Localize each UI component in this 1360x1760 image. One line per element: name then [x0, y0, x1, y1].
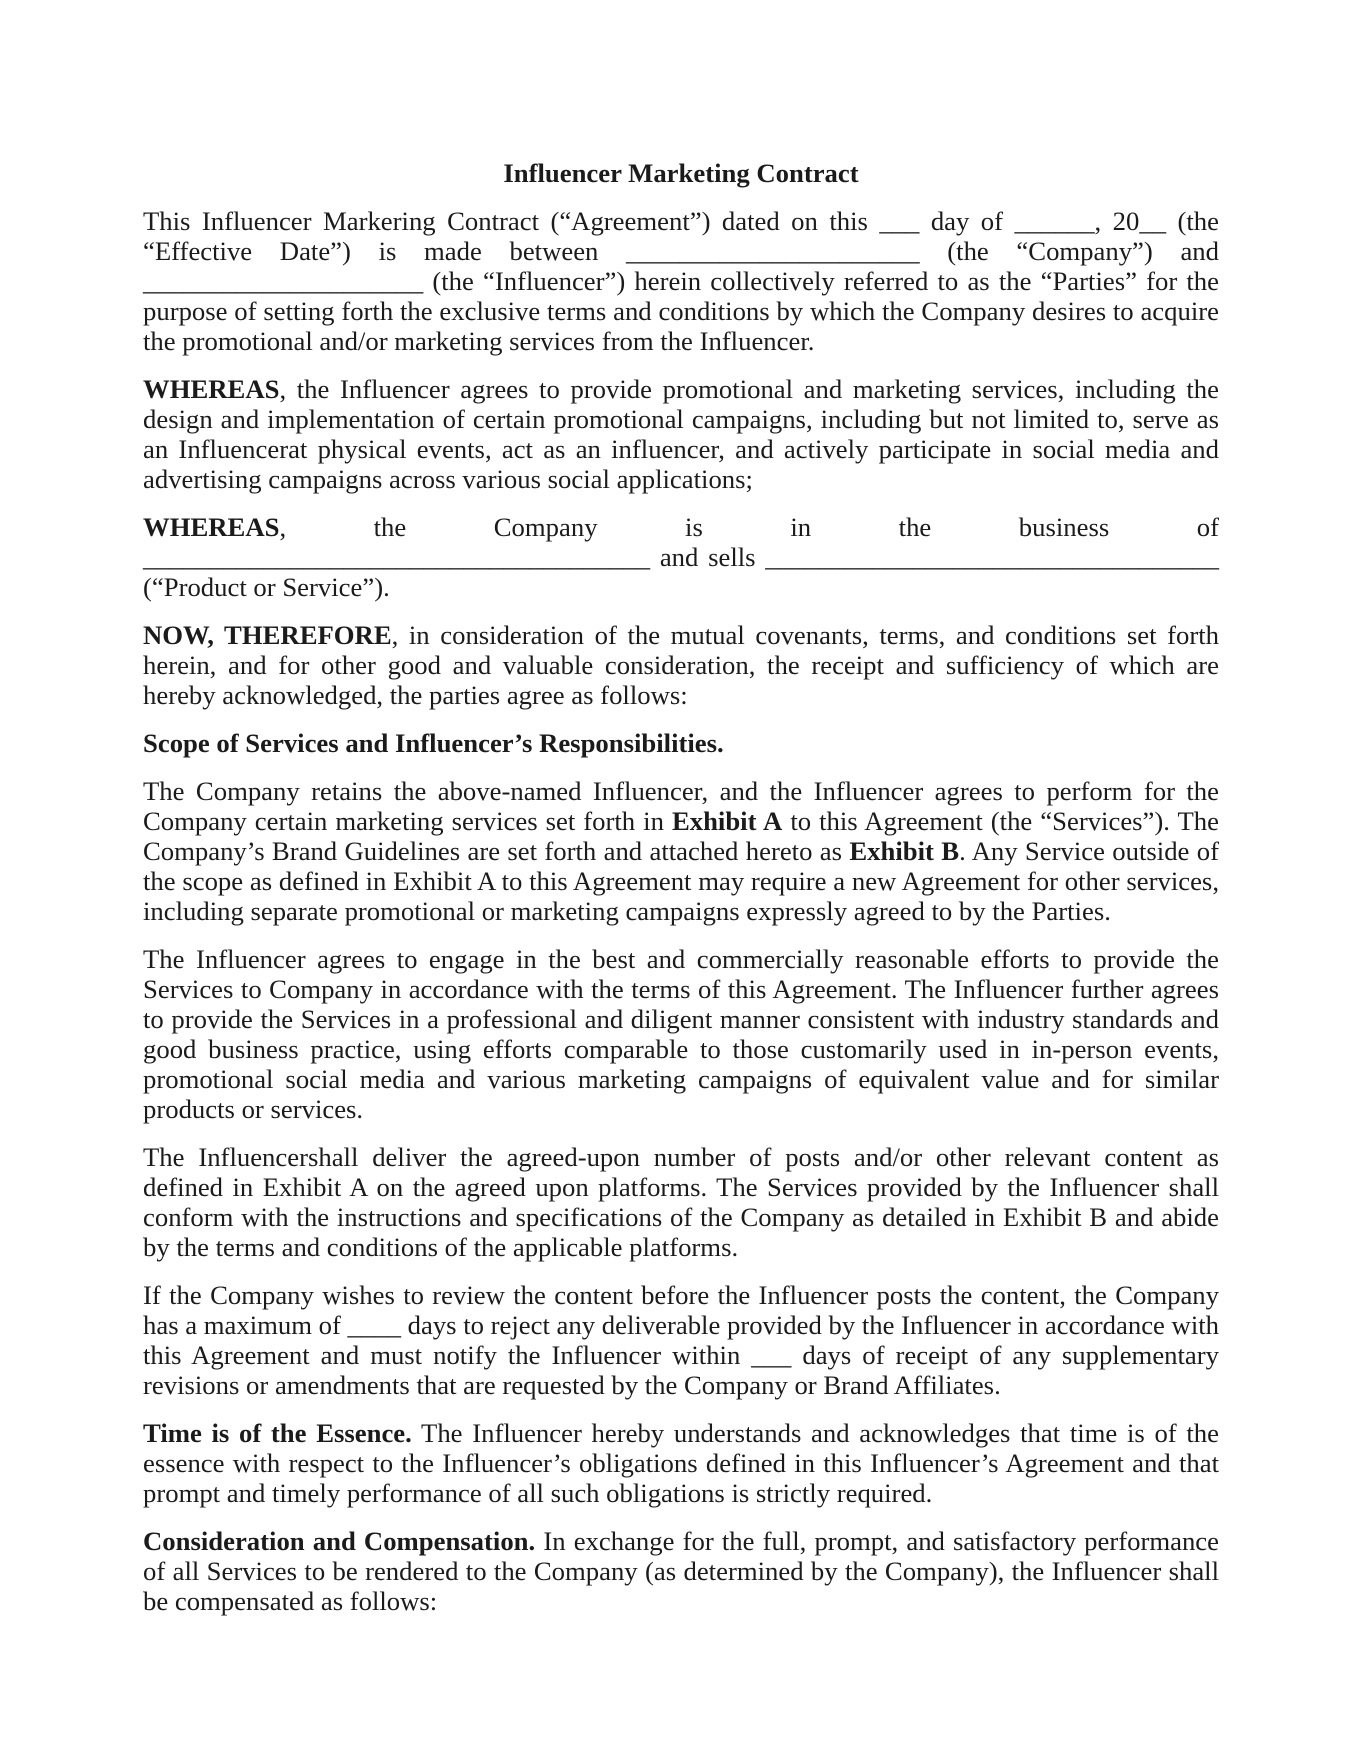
- text-run: , the Influencer agrees to provide promotional and marketing services, including the design and implementation of certain promotional campaigns, including but not limited to, serve as an Influencerat physical events, act as an influencer, and actively participate in social media and advertising campaigns across various social applications;: [143, 374, 1219, 494]
- paragraph-best-efforts: [143, 944, 1219, 1124]
- bold-run: Exhibit B: [849, 836, 960, 866]
- paragraph-whereas-company: [143, 512, 1219, 602]
- document-content: [143, 158, 1219, 1634]
- paragraph-content-review: [143, 1280, 1219, 1400]
- paragraph-intro: [143, 206, 1219, 356]
- paragraph-whereas-influencer: [143, 374, 1219, 494]
- text-run: (“Product or Service”).: [143, 572, 390, 602]
- heading-scope-of-services: [143, 728, 1219, 758]
- paragraph-services-exhibits: [143, 776, 1219, 926]
- text-run: . Any Service outside of the scope as defined in Exhibit A to this Agreement may require a new Agreement for other services, including separate promotional or marketing campaigns expressly agreed to by the Parties.: [143, 836, 1219, 926]
- bold-run: Time is of the Essence.: [143, 1418, 412, 1448]
- bold-run: WHEREAS: [143, 512, 280, 542]
- text-run: to this Agreement (the “Services”). The Company’s Brand Guidelines are set forth and attached hereto as: [143, 806, 1219, 866]
- bold-run: Consideration and Compensation.: [143, 1526, 536, 1556]
- document-title: Influencer Marketing Contract: [503, 158, 859, 188]
- text-run: The Influencer agrees to engage in the best and commercially reasonable efforts to provide the Services to Company in accordance with the terms of this Agreement. The Influencer further agrees to provide the Services in a professional and diligent manner consistent with industry standards and good business practice, using efforts comparable to those customarily used in in-person events, promotional social media and various marketing campaigns of equivalent value and for similar products or services.: [143, 944, 1219, 1124]
- bold-run: WHEREAS: [143, 374, 280, 404]
- paragraph-deliverables: [143, 1142, 1219, 1262]
- bold-run: Exhibit A: [671, 806, 783, 836]
- text-run: The Company retains the above-named Influencer, and the Influencer agrees to perform for the Company certain marketing services set forth in: [143, 776, 1219, 836]
- text-run: If the Company wishes to review the content before the Influencer posts the content, the Company has a maximum of ____ days to reject any deliverable provided by the Influencer in accordance with this Agreement and must notify the Influencer within ___ days of receipt of any supplementary revisions or amendments that are requested by the Company or Brand Affiliates.: [143, 1280, 1219, 1400]
- text-run: The Influencershall deliver the agreed-upon number of posts and/or other relevant content as defined in Exhibit A on the agreed upon platforms. The Services provided by the Influencer shall conform with the instructions and specifications of the Company as detailed in Exhibit B and abide by the terms and conditions of the applicable platforms.: [143, 1142, 1219, 1262]
- bold-run: Scope of Services and Influencer’s Responsibilities.: [143, 728, 724, 758]
- bold-run: NOW, THEREFORE: [143, 620, 392, 650]
- text-run: In exchange for the full, prompt, and satisfactory performance of all Services to be rendered to the Company (as determined by the Company), the Influencer shall be compensated as follows:: [143, 1526, 1219, 1616]
- text-run: This Influencer Markering Contract (“Agreement”) dated on this ___ day of ______, 20__ (the “Effective Date”) is made between ______________________ (the “Company”) and _____________________ (the “Influencer”) herein collectively referred to as the “Parties” for the purpose of setting forth the exclusive terms and conditions by which the Company desires to acquire the promotional and/or marketing services from the Influencer.: [143, 206, 1219, 356]
- text-run: The Influencer hereby understands and acknowledges that time is of the essence with respect to the Influencer’s obligations defined in this Influencer’s Agreement and that prompt and timely performance of all such obligations is strictly required.: [143, 1418, 1219, 1508]
- paragraph-compensation: [143, 1526, 1219, 1616]
- text-run: , the Company is in the business of: [279, 512, 1219, 542]
- paragraph-now-therefore: [143, 620, 1219, 710]
- text-run: , in consideration of the mutual covenants, terms, and conditions set forth herein, and for other good and valuable consideration, the receipt and sufficiency of which are hereby acknowledged, the parties agree as follows:: [143, 620, 1219, 710]
- paragraph-time-essence: [143, 1418, 1219, 1508]
- fill-in-blank-line: ______________________________________ and sells __________________________________: [143, 542, 1219, 572]
